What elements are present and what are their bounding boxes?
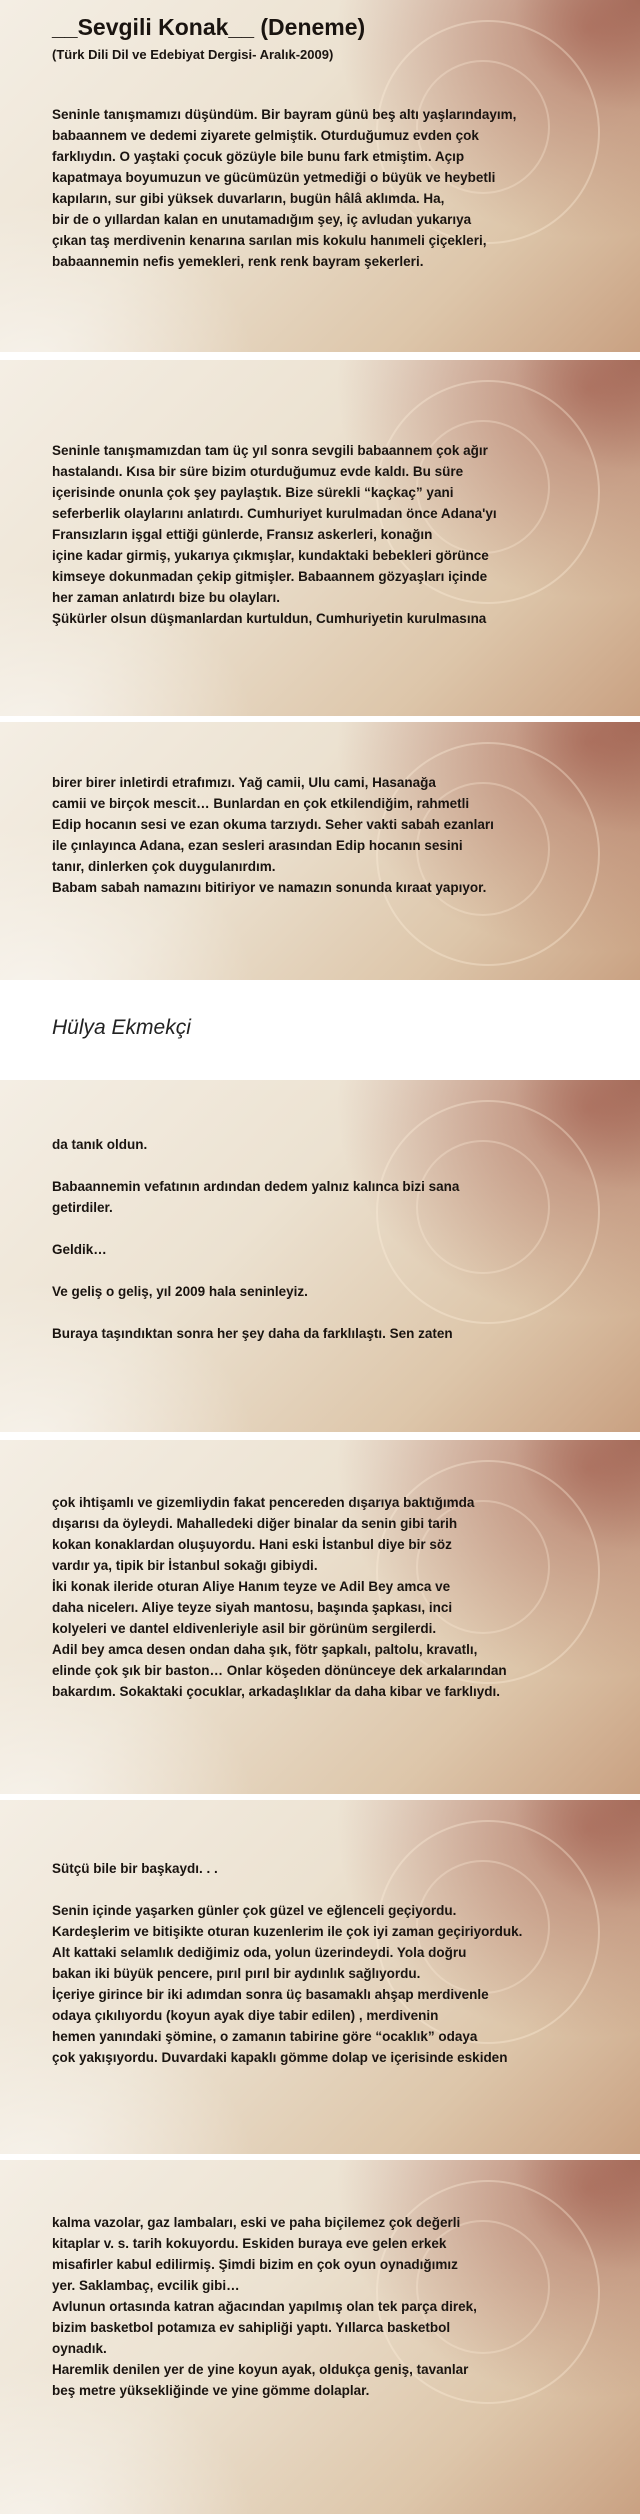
page-panel-6 [0,1800,640,2154]
page-panel-1 [0,0,640,352]
text-block [52,2212,626,2401]
author-name: Hülya Ekmekçi [52,1016,191,1039]
paragraph: Seninle tanışmamızı düşündüm. Bir bayram günü beş altı yaşlarındayım, babaannem ve dedemi ziyarete gelmiştik. Oturduğumuz evden çok farklıydın. O yaştaki çocuk gözüyle bile bunu fark etmiştim. Açıp kapatmaya boyumuzun ve gücümüzün yetmediği o büyük ve heybetli kapıların, sur gibi yüksek duvarların, bugün hâlâ aklımda. Ha, bir de o yıllardan kalan en unutamadığım şey, iç avludan yukarıya çıkan taş merdivenin kenarına sarılan mis kokulu hanımeli çiçekleri, babaannemin nefis yemekleri, renk renk bayram şekerleri. [52,107,517,269]
paragraph: Geldik… [52,1242,107,1257]
paragraph: Babaannemin vefatının ardından dedem yalnız kalınca bizi sana getirdiler. [52,1179,460,1215]
paragraph: Sütçü bile bir başkaydı. . . [52,1861,218,1876]
text-block [52,772,626,898]
paragraph: çok ihtişamlı ve gizemliydin fakat pencereden dışarıya baktığımda dışarısı da öyleydi. Mahalledeki diğer binalar da senin gibi tarih kokan konaklardan oluşuyordu. Hani eski İstanbul diye bir söz vardır ya, tipik bir İstanbul sokağı gibiydi. İki konak ileride oturan Aliye Hanım teyze ve Adil Bey amca ve daha nicelerı. Aliye teyze siyah mantosu, başında şapkası, inci kolyeleri ve dantel eldivenleriyle asil bir görünüm sergilerdi. Adil bey amca desen ondan daha şık, fötr şapkalı, paltolu, kravatlı, elinde çok şık bir baston… Onlar köşeden dönünceye dek arkalarından bakardım. Sokaktaki çocuklar, arkadaşlıklar da daha kibar ve farklıydı. [52,1495,507,1699]
text-block [52,1134,626,1344]
paragraph: kalma vazolar, gaz lambaları, eski ve paha biçilemez çok değerli kitaplar v. s. tarih kokuyordu. Eskiden buraya eve gelen erkek misafirler kabul edilirmiş. Şimdi bizim en çok oyun oynadığımız yer. Saklambaç, evcilik gibi… Avlunun ortasında katran ağacından yapılmış olan tek parça direk, bizim basketbol potamıza ev sahipliği yaptı. Yıllarca basketbol oynadık. Haremlik denilen yer de yine koyun ayak, oldukça geniş, tavanlar beş metre yüksekliğinde ve yine gömme dolaplar. [52,2215,477,2398]
paragraph: Buraya taşındıktan sonra her şey daha da farklılaştı. Sen zaten [52,1326,453,1341]
page-panel-7 [0,2160,640,2514]
page-panel-2 [0,360,640,716]
text-block [52,1858,626,2068]
paragraph: birer birer inletirdi etrafımızı. Yağ camii, Ulu cami, Hasanağa camii ve birçok mescit… Bunlardan en çok etkilendiğim, rahmetli Edip hocanın sesi ve ezan okuma tarzıydı. Seher vakti sabah ezanları ile çınlayınca Adana, ezan sesleri arasından Edip hocanın sesini tanır, dinlerken çok duygulanırdım. Babam sabah namazını bitiriyor ve namazın sonunda kıraat yapıyor. [52,775,494,895]
text-block [52,104,626,272]
page-panel-3 [0,722,640,980]
paragraph: da tanık oldun. [52,1137,148,1152]
page-subtitle: (Türk Dili Dil ve Edebiyat Dergisi- Aralık-2009) [52,47,334,62]
header [52,14,626,62]
text-block [52,1492,626,1702]
page-title: __Sevgili Konak__ (Deneme) [52,14,366,40]
page-panel-5 [0,1440,640,1794]
page-panel-4 [0,1080,640,1432]
paragraph: Ve geliş o geliş, yıl 2009 hala seninleyiz. [52,1284,308,1299]
text-block [52,440,626,629]
paragraph: Seninle tanışmamızdan tam üç yıl sonra sevgili babaannem çok ağır hastalandı. Kısa bir süre bizim oturduğumuz evde kaldı. Bu süre içerisinde onunla çok şey paylaştık. Bize sürekli “kaçkaç” yani seferberlik olaylarını anlatırdı. Cumhuriyet kurulmadan önce Adana'yı Fransızların işgal ettiği günlerde, Fransız askerleri, konağın içine kadar girmiş, yukarıya çıkmışlar, kundaktaki bebekleri görünce kimseye dokunmadan çekip gitmişler. Babaannem gözyaşları içinde her zaman anlatırdı bize bu olayları. Şükürler olsun düşmanlardan kurtuldun, Cumhuriyetin kurulmasına [52,443,497,626]
paragraph: Senin içinde yaşarken günler çok güzel ve eğlenceli geçiyordu. Kardeşlerim ve bitişikte oturan kuzenlerim ile çok iyi zaman geçiriyorduk. Alt kattaki selamlık dediğimiz oda, yolun üzerindeydi. Yola doğru bakan iki büyük pencere, pırıl pırıl bir aydınlık sağlıyordu. İçeriye girince bir iki adımdan sonra üç basamaklı ahşap merdivenle odaya çıkılıyordu (koyun ayak diye tabir edilen) , merdivenin hemen yanındaki şömine, o zamanın tabirine göre “ocaklık” odaya çok yakışıyordu. Duvardaki kapaklı gömme dolap ve içerisinde eskiden [52,1903,523,2065]
